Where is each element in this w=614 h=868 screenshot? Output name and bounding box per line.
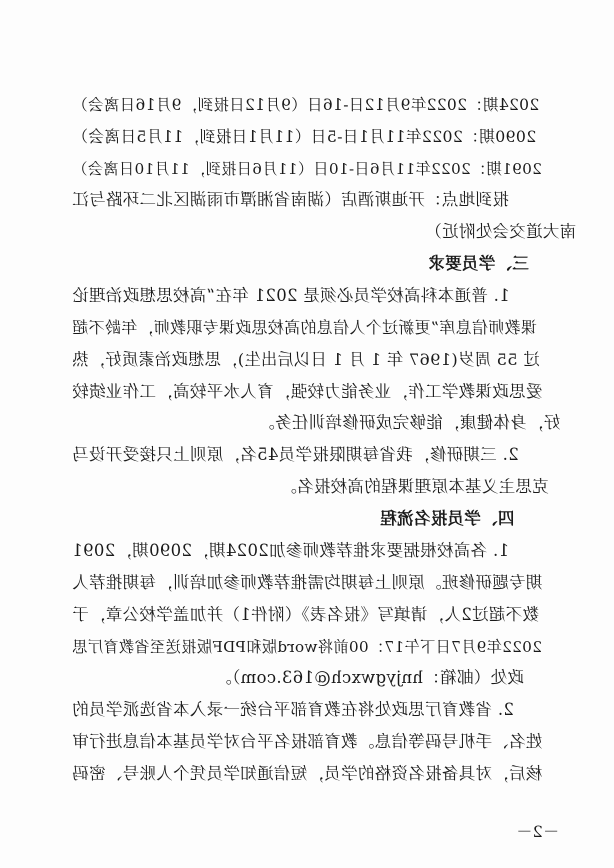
schedule-line-2024: 2024期：2022年9月12日-16日（9月12日报到，9月16日离会） [72,96,540,114]
body-line: 课教师信息库”更新过个人信息的高校思政课专职教师，年龄不超 [72,318,537,337]
venue-line: 报到地点：开迪斯酒店（湖南省湘潭市雨湖区北二环路与江 [72,190,509,209]
body-line: 核后，对具备报名资格的学员，短信通知学员凭个人账号、密码 [72,764,543,783]
body-line: 克思主义基本原理课程的高校报名。 [280,477,549,496]
body-line: 姓名、手机号码等信息。教育部报名平台对学员基本信息进行审 [72,732,543,751]
body-line: 2. 省教育厅思政处将在教育部平台统一录入本省选派学员的 [72,700,514,719]
body-line: 1. 各高校根据要求推荐教师参加2024期，2090期，2091 [72,541,510,560]
section-heading-3: 三、学员要求 [428,254,529,273]
schedule-line-2090: 2090期：2022年11月1日-5日（11月1日报到，11月5日离会） [72,127,537,146]
contact-email-line: 政处（邮箱：hnjygwxch@163.com）。 [215,668,524,687]
venue-line-cont: 南大道交会处附近） [425,222,577,241]
body-line: 爱思政课教学工作，业务能力较强，育人水平较高，工作业绩较 [72,382,543,401]
page-number: －2－ [516,822,560,841]
body-line: 期专题研修班。原则上每期均需推荐教师参加培训，每期推荐人 [72,573,543,592]
body-line: 数不超过2人，请填写《报名表》（附件1）并加盖学校公章，于 [72,605,539,624]
section-heading-4: 四、学员报名流程 [380,509,515,528]
body-line: 2. 三期研修，我省每期限报学员45名，原则上只接受开设马 [72,445,519,464]
body-line: 1. 普通本科高校学员必须是 2021 年在“高校思想政治理论 [72,286,510,305]
body-line: 好，身体健康，能够完成研修培训任务。 [258,413,561,432]
schedule-line-2091: 2091期：2022年11月6日-10日（11月6日报到，11月10日离会） [72,160,542,178]
body-line: 过 55 周岁(1967 年 1 月 1 日以后出生)，思想政治素质好，热 [72,350,540,369]
body-line: 2022年9月7日下午17：00前将word版和PDF版报送至省教育厅思 [72,638,542,656]
